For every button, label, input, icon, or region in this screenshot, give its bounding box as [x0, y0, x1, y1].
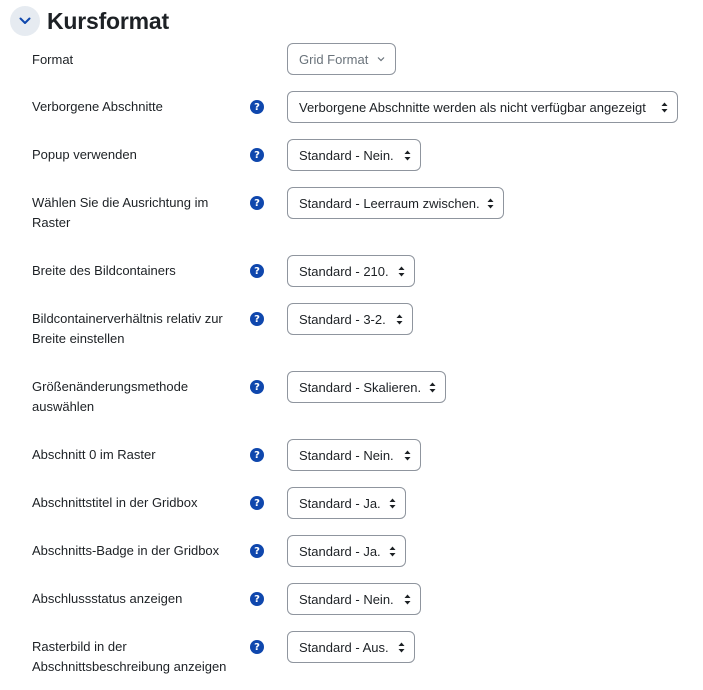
section-header: [10, 4, 169, 38]
field-label: Abschlussstatus anzeigen: [32, 591, 183, 606]
format-select[interactable]: [287, 43, 396, 75]
section-title-gridbox-select[interactable]: [287, 487, 406, 519]
container-width-select[interactable]: [287, 255, 415, 287]
chevron-down-icon: [18, 14, 32, 28]
select-value: Standard - 3-2.: [299, 311, 386, 327]
field-label: Verborgene Abschnitte: [32, 99, 163, 114]
field-label: Größenänderungsmethode auswählen: [32, 379, 189, 414]
sort-arrows-icon: [404, 450, 411, 461]
field-label: Rasterbild in der Abschnittsbeschreibung anzeigen: [32, 639, 227, 674]
select-value: Standard - 210.: [299, 263, 389, 279]
resize-method-select[interactable]: [287, 371, 446, 403]
field-label: Bildcontainerverhältnis relativ zur Breite einstellen: [32, 311, 223, 346]
help-icon[interactable]: ?: [250, 640, 264, 654]
sort-arrows-icon: [404, 594, 411, 605]
select-value: Standard - Leerraum zwischen.: [299, 195, 480, 211]
section-title: Kursformat: [47, 7, 169, 34]
select-value: Standard - Aus.: [299, 639, 389, 655]
sort-arrows-icon: [487, 198, 494, 209]
help-icon[interactable]: ?: [250, 100, 264, 114]
section0-grid-select[interactable]: [287, 439, 421, 471]
field-label: Breite des Bildcontainers: [32, 263, 176, 278]
select-value: Standard - Ja.: [299, 543, 381, 559]
chevron-down-icon: [377, 56, 385, 62]
help-icon[interactable]: ?: [250, 496, 264, 510]
select-value: Standard - Skalieren.: [299, 379, 422, 395]
field-label: Format: [32, 52, 74, 67]
field-label: Abschnitts-Badge in der Gridbox: [32, 543, 220, 558]
help-icon[interactable]: ?: [250, 312, 264, 326]
select-value: Verborgene Abschnitte werden als nicht verfügbar angezeigt: [299, 99, 646, 115]
help-icon[interactable]: ?: [250, 196, 264, 210]
field-label: Popup verwenden: [32, 147, 137, 162]
alignment-select[interactable]: [287, 187, 504, 219]
select-value: Standard - Nein.: [299, 147, 394, 163]
help-icon[interactable]: ?: [250, 380, 264, 394]
sort-arrows-icon: [389, 498, 396, 509]
select-value: Standard - Nein.: [299, 447, 394, 463]
collapse-button[interactable]: [10, 6, 40, 36]
field-label: Abschnittstitel in der Gridbox: [32, 495, 198, 510]
help-icon[interactable]: ?: [250, 148, 264, 162]
grid-image-description-select[interactable]: [287, 631, 415, 663]
sort-arrows-icon: [661, 102, 668, 113]
field-label: Abschnitt 0 im Raster: [32, 447, 156, 462]
field-label: Wählen Sie die Ausrichtung im Raster: [32, 195, 209, 230]
sort-arrows-icon: [429, 382, 436, 393]
container-ratio-select[interactable]: [287, 303, 413, 335]
popup-select[interactable]: [287, 139, 421, 171]
sort-arrows-icon: [398, 642, 405, 653]
select-value: Standard - Nein.: [299, 591, 394, 607]
sort-arrows-icon: [404, 150, 411, 161]
sort-arrows-icon: [398, 266, 405, 277]
sort-arrows-icon: [396, 314, 403, 325]
select-value: Standard - Ja.: [299, 495, 381, 511]
section-badge-gridbox-select[interactable]: [287, 535, 406, 567]
sort-arrows-icon: [389, 546, 396, 557]
select-value: Grid Format: [299, 51, 369, 67]
help-icon[interactable]: ?: [250, 448, 264, 462]
completion-status-select[interactable]: [287, 583, 421, 615]
help-icon[interactable]: ?: [250, 264, 264, 278]
help-icon[interactable]: ?: [250, 592, 264, 606]
hidden-sections-select[interactable]: [287, 91, 678, 123]
help-icon[interactable]: ?: [250, 544, 264, 558]
